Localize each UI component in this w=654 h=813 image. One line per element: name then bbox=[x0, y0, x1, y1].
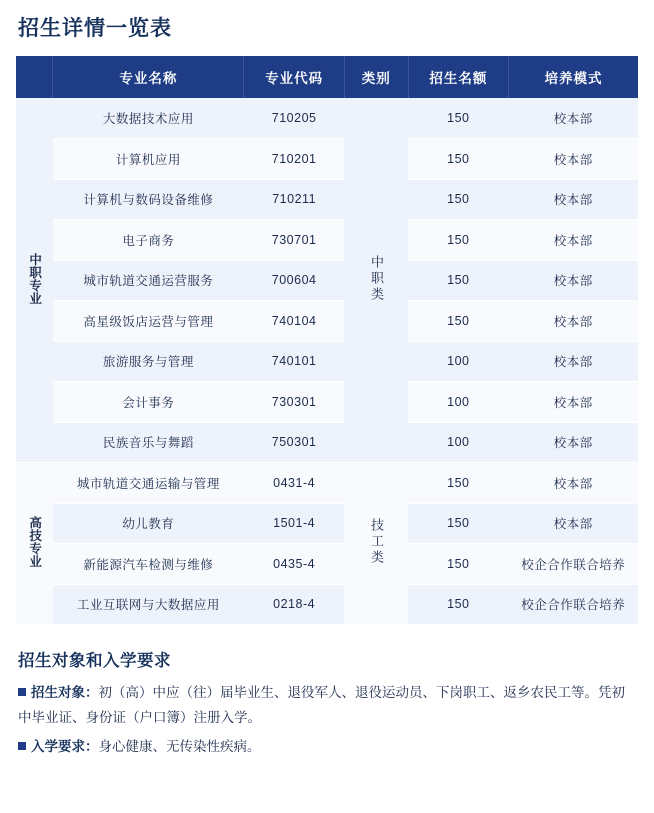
major-name: 新能源汽车检测与维修 bbox=[53, 544, 244, 585]
requirement-item-target bbox=[16, 681, 638, 731]
major-quota: 150 bbox=[408, 98, 509, 139]
major-mode: 校企合作联合培养 bbox=[509, 544, 638, 585]
major-quota: 150 bbox=[408, 301, 509, 342]
major-mode: 校本部 bbox=[509, 301, 638, 342]
table-row bbox=[16, 341, 638, 382]
major-mode: 校本部 bbox=[509, 422, 638, 463]
major-name: 高星级饭店运营与管理 bbox=[53, 301, 244, 342]
table-row bbox=[16, 139, 638, 180]
table-row bbox=[16, 503, 638, 544]
major-mode: 校本部 bbox=[509, 179, 638, 220]
table-row bbox=[16, 382, 638, 423]
table-row bbox=[16, 301, 638, 342]
major-code: 700604 bbox=[244, 260, 345, 301]
major-name: 民族音乐与舞蹈 bbox=[53, 422, 244, 463]
requirement-text: 身心健康、无传染性疾病。 bbox=[98, 738, 261, 754]
major-quota: 150 bbox=[408, 584, 509, 625]
table-row bbox=[16, 220, 638, 261]
major-code: 0435-4 bbox=[244, 544, 345, 585]
table-row bbox=[16, 179, 638, 220]
requirement-label: 入学要求： bbox=[31, 738, 99, 754]
table-header-quota: 招生名额 bbox=[408, 56, 509, 98]
major-quota: 100 bbox=[408, 341, 509, 382]
type-cell-jigong bbox=[344, 463, 408, 625]
table-body bbox=[16, 98, 638, 625]
major-mode: 校本部 bbox=[509, 260, 638, 301]
square-bullet-icon bbox=[18, 688, 26, 696]
major-code: 0218-4 bbox=[244, 584, 345, 625]
major-name: 城市轨道交通运输与管理 bbox=[53, 463, 244, 504]
major-code: 740101 bbox=[244, 341, 345, 382]
requirement-item-entry bbox=[16, 735, 638, 760]
major-quota: 150 bbox=[408, 139, 509, 180]
major-mode: 校本部 bbox=[509, 382, 638, 423]
major-code: 750301 bbox=[244, 422, 345, 463]
major-name: 电子商务 bbox=[53, 220, 244, 261]
requirements-section-title: 招生对象和入学要求 bbox=[18, 652, 171, 670]
category-cell-gaoji bbox=[16, 463, 53, 625]
requirement-text: 初（高）中应（往）届毕业生、退役军人、退役运动员、下岗职工、返乡农民工等。凭初中毕业证、身份证（户口簿）注册入学。 bbox=[18, 685, 625, 725]
table-row bbox=[16, 544, 638, 585]
major-code: 1501-4 bbox=[244, 503, 345, 544]
major-name: 计算机应用 bbox=[53, 139, 244, 180]
table-header-major-name: 专业名称 bbox=[53, 56, 244, 98]
category-cell-zhongzhi bbox=[16, 98, 53, 463]
major-code: 730301 bbox=[244, 382, 345, 423]
major-name: 幼儿教育 bbox=[53, 503, 244, 544]
type-label: 技工类 bbox=[369, 518, 385, 566]
major-code: 730701 bbox=[244, 220, 345, 261]
type-cell-zhongzhi bbox=[344, 98, 408, 463]
category-label: 中职专业 bbox=[27, 252, 42, 305]
major-quota: 150 bbox=[408, 463, 509, 504]
major-mode: 校本部 bbox=[509, 503, 638, 544]
major-quota: 150 bbox=[408, 179, 509, 220]
major-quota: 150 bbox=[408, 503, 509, 544]
major-name: 计算机与数码设备维修 bbox=[53, 179, 244, 220]
type-label: 中职类 bbox=[369, 254, 385, 303]
major-quota: 150 bbox=[408, 220, 509, 261]
major-code: 710211 bbox=[244, 179, 345, 220]
table-header bbox=[16, 56, 638, 98]
major-mode: 校本部 bbox=[509, 341, 638, 382]
major-mode: 校本部 bbox=[509, 98, 638, 139]
table-row bbox=[16, 463, 638, 504]
major-code: 710205 bbox=[244, 98, 345, 139]
table-row bbox=[16, 584, 638, 625]
table-header-category bbox=[16, 56, 53, 98]
page-title: 招生详情一览表 bbox=[18, 17, 172, 40]
table-header-mode: 培养模式 bbox=[509, 56, 638, 98]
table-row bbox=[16, 98, 638, 139]
table-header-type: 类别 bbox=[344, 56, 408, 98]
major-name: 大数据技术应用 bbox=[53, 98, 244, 139]
major-code: 740104 bbox=[244, 301, 345, 342]
major-mode: 校本部 bbox=[509, 220, 638, 261]
major-mode: 校企合作联合培养 bbox=[509, 584, 638, 625]
major-name: 工业互联网与大数据应用 bbox=[53, 584, 244, 625]
table-row bbox=[16, 260, 638, 301]
major-quota: 150 bbox=[408, 260, 509, 301]
major-name: 城市轨道交通运营服务 bbox=[53, 260, 244, 301]
major-quota: 100 bbox=[408, 382, 509, 423]
category-label: 高技专业 bbox=[27, 516, 42, 568]
requirement-label: 招生对象： bbox=[31, 685, 99, 700]
major-quota: 100 bbox=[408, 422, 509, 463]
major-mode: 校本部 bbox=[509, 139, 638, 180]
major-code: 0431-4 bbox=[244, 463, 345, 504]
major-quota: 150 bbox=[408, 544, 509, 585]
major-name: 旅游服务与管理 bbox=[53, 341, 244, 382]
major-mode: 校本部 bbox=[509, 463, 638, 504]
table-row bbox=[16, 422, 638, 463]
major-code: 710201 bbox=[244, 139, 345, 180]
admissions-table bbox=[16, 56, 638, 625]
major-name: 会计事务 bbox=[53, 382, 244, 423]
table-header-major-code: 专业代码 bbox=[244, 56, 345, 98]
square-bullet-icon bbox=[18, 742, 26, 750]
